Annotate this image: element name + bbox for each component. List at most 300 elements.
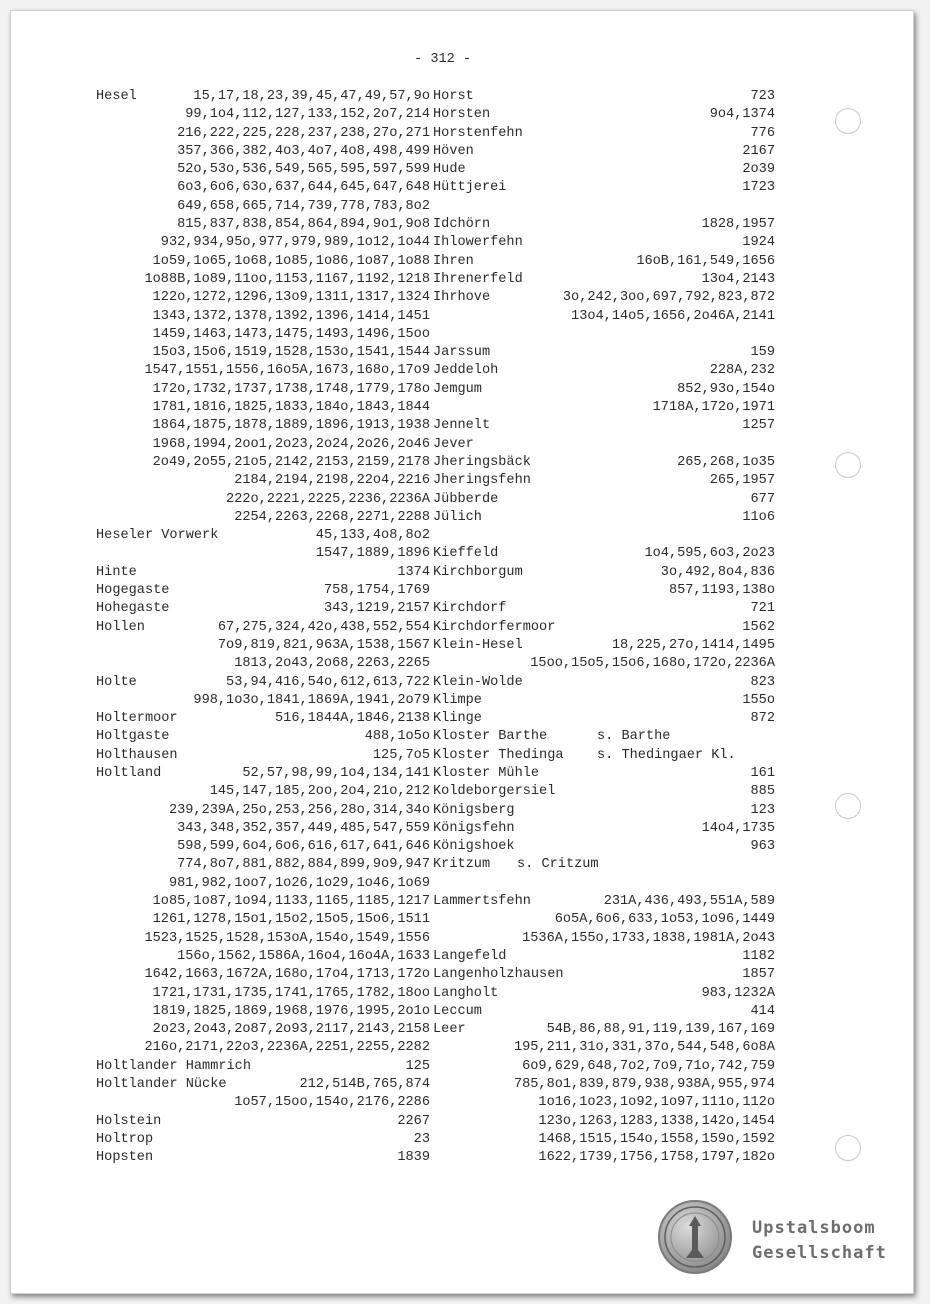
index-entry — [433, 106, 775, 124]
place-name: Hohegaste — [96, 601, 170, 617]
entry-line — [96, 747, 430, 765]
index-entry — [433, 637, 775, 674]
place-name: Heseler Vorwerk — [96, 528, 219, 544]
watermark-line-1: Upstalsboom — [752, 1218, 876, 1238]
entry-line — [96, 728, 430, 746]
entry-line — [433, 783, 775, 801]
section-gap — [433, 198, 775, 216]
reference-numbers: 823 — [750, 674, 775, 690]
entry-line — [96, 143, 430, 161]
entry-line — [96, 783, 430, 801]
entry-line — [96, 179, 430, 197]
reference-numbers: 677 — [750, 491, 775, 507]
entry-line — [433, 674, 775, 692]
place-name: Kritzum — [433, 857, 491, 873]
reference-numbers: 11o6 — [742, 509, 775, 525]
entry-line — [433, 271, 775, 289]
reference-numbers: 1839 — [397, 1150, 430, 1166]
entry-line — [96, 362, 430, 380]
place-name: Jever — [433, 436, 474, 452]
index-entry — [433, 436, 775, 454]
entry-line — [96, 234, 430, 252]
index-entry — [96, 1113, 430, 1131]
entry-line — [433, 893, 775, 911]
place-name: Jennelt — [433, 418, 491, 434]
index-entry — [433, 253, 775, 271]
reference-numbers: 123 — [750, 802, 775, 818]
place-name: Jübberde — [433, 491, 499, 507]
index-entry — [433, 893, 775, 948]
reference-numbers: 1968,1994,2oo1,2o23,2o24,2o26,2o46 — [152, 436, 430, 452]
reference-numbers: 1723 — [742, 180, 775, 196]
entry-line — [96, 1113, 430, 1131]
entry-line — [96, 1131, 430, 1149]
place-name: Ihren — [433, 253, 474, 269]
entry-line — [433, 1039, 775, 1057]
reference-numbers: 1721,1731,1735,1741,1765,1782,18oo — [152, 985, 430, 1001]
entry-line — [433, 600, 775, 618]
entry-line — [433, 802, 775, 820]
entry-line — [433, 88, 775, 106]
reference-numbers: 23 — [413, 1131, 430, 1147]
reference-numbers: 159 — [750, 345, 775, 361]
entry-line — [433, 106, 775, 124]
index-entry — [433, 765, 775, 783]
entry-line — [433, 253, 775, 271]
reference-numbers: 1459,1463,1473,1475,1493,1496,15oo — [152, 326, 430, 342]
place-name: Leccum — [433, 1003, 482, 1019]
entry-line — [96, 1076, 430, 1094]
entry-line — [96, 545, 430, 563]
reference-numbers: 2o49,2o55,21o5,2142,2153,2159,2178 — [152, 454, 430, 470]
reference-numbers: 2267 — [397, 1113, 430, 1129]
entry-line — [96, 875, 430, 893]
place-name: Hogegaste — [96, 583, 170, 599]
page-number: - 312 - — [414, 52, 472, 67]
index-entry — [96, 747, 430, 765]
index-entry — [96, 1149, 430, 1167]
reference-numbers: 1343,1372,1378,1392,1396,1414,1451 — [152, 308, 430, 324]
entry-line — [433, 179, 775, 197]
entry-line — [96, 674, 430, 692]
index-entry — [96, 728, 430, 746]
section-gap — [433, 326, 775, 344]
entry-line — [433, 619, 775, 637]
entry-line — [96, 1039, 430, 1057]
entry-line — [96, 966, 430, 984]
reference-numbers: 2184,2194,2198,22o4,2216 — [234, 473, 430, 489]
reference-numbers: 54B,86,88,91,119,139,167,169 — [546, 1022, 775, 1038]
index-column-right — [433, 88, 775, 1168]
place-name: Hude — [433, 162, 466, 178]
entry-line — [96, 417, 430, 435]
reference-numbers: 414 — [750, 1003, 775, 1019]
reference-numbers: 67,275,324,42o,438,552,554 — [217, 619, 430, 635]
place-name: Lammertsfehn — [433, 894, 531, 910]
entry-line — [96, 308, 430, 326]
entry-line — [96, 125, 430, 143]
entry-line — [96, 655, 430, 673]
place-name: Holthausen — [96, 747, 178, 763]
reference-numbers: 172o,1732,1737,1738,1748,1779,178o — [152, 381, 430, 397]
reference-numbers: 758,1754,1769 — [323, 583, 430, 599]
place-name: Jemgum — [433, 381, 482, 397]
entry-line — [96, 564, 430, 582]
entry-line — [433, 948, 775, 966]
reference-numbers: 265,268,1o35 — [677, 454, 775, 470]
place-name: Hesel — [96, 89, 137, 104]
reference-numbers: 1o16,1o23,1o92,1o97,111o,112o — [538, 1095, 775, 1111]
index-entry — [433, 472, 775, 490]
reference-numbers: 1o57,15oo,154o,2176,2286 — [234, 1095, 430, 1111]
entry-line — [96, 216, 430, 234]
reference-numbers: 983,1232A — [701, 985, 775, 1001]
entry-line — [96, 381, 430, 399]
entry-line — [433, 582, 775, 600]
place-name: Holte — [96, 674, 137, 690]
entry-line — [433, 1094, 775, 1112]
index-entry — [433, 88, 775, 106]
entry-line — [433, 728, 775, 746]
place-name: Horsten — [433, 107, 491, 123]
place-name: Ihlowerfehn — [433, 235, 523, 251]
index-entry — [433, 802, 775, 820]
place-name: Kirchdorfermoor — [433, 619, 556, 635]
reference-numbers: 2o39 — [742, 162, 775, 178]
reference-numbers: 1261,1278,15o1,15o2,15o5,15o6,1511 — [152, 912, 430, 928]
reference-numbers: 2254,2263,2268,2271,2288 — [234, 509, 430, 525]
entry-line — [96, 491, 430, 509]
entry-line — [433, 930, 775, 948]
place-name: Höven — [433, 143, 474, 159]
punch-hole-4 — [835, 1135, 861, 1161]
reference-numbers: 774,8o7,881,882,884,899,9o9,947 — [177, 857, 430, 873]
entry-line — [433, 125, 775, 143]
reference-numbers: 53,94,416,54o,612,613,722 — [226, 674, 430, 690]
reference-numbers: 18,225,27o,1414,1495 — [611, 637, 775, 653]
place-name: Kieffeld — [433, 546, 499, 562]
index-entry — [433, 454, 775, 472]
entry-line — [96, 619, 430, 637]
reference-numbers: 1864,1875,1878,1889,1896,1913,1938 — [152, 418, 430, 434]
reference-numbers: 52,57,98,99,1o4,134,141 — [242, 765, 430, 781]
place-name: Kirchborgum — [433, 564, 523, 580]
index-entry — [433, 362, 775, 380]
reference-numbers: 776 — [750, 125, 775, 141]
entry-line — [96, 436, 430, 454]
reference-numbers: 981,982,1oo7,1o26,1o29,1o46,1o69 — [168, 875, 430, 891]
reference-numbers: 212,514B,765,874 — [299, 1077, 430, 1093]
place-name: Klinge — [433, 711, 482, 727]
index-entry — [96, 1131, 430, 1149]
reference-numbers: 516,1844A,1846,2138 — [275, 711, 430, 727]
index-entry — [433, 545, 775, 563]
reference-numbers: 123o,1263,1283,1338,142o,1454 — [538, 1113, 775, 1129]
index-entry — [433, 234, 775, 252]
entry-line — [433, 436, 775, 454]
place-name: Jheringsfehn — [433, 473, 531, 489]
entry-line — [96, 1003, 430, 1021]
reference-numbers: 1182 — [742, 948, 775, 964]
reference-numbers: 852,93o,154o — [677, 381, 775, 397]
index-entry — [96, 710, 430, 728]
reference-numbers: 488,1o5o — [364, 729, 430, 745]
entry-line — [433, 143, 775, 161]
reference-numbers: 228A,232 — [709, 363, 775, 379]
reference-numbers: 3o,492,8o4,836 — [660, 564, 775, 580]
entry-line — [96, 893, 430, 911]
entry-line — [433, 545, 775, 563]
entry-line — [433, 308, 775, 326]
reference-numbers: 155o — [742, 692, 775, 708]
reference-numbers: 9o4,1374 — [709, 107, 775, 123]
entry-line — [96, 1058, 430, 1076]
place-name: Horst — [433, 89, 474, 104]
reference-numbers: 885 — [750, 784, 775, 800]
watermark-line-2: Gesellschaft — [752, 1243, 887, 1263]
place-name: Holtlander Hammrich — [96, 1058, 251, 1074]
index-entry — [96, 1076, 430, 1113]
entry-line — [433, 289, 775, 307]
index-entry — [433, 564, 775, 601]
section-gap — [433, 527, 775, 545]
index-entry — [433, 747, 775, 765]
index-entry — [96, 674, 430, 711]
place-name: Holtlander Nücke — [96, 1077, 227, 1093]
society-seal-icon — [658, 1200, 732, 1274]
reference-numbers: 1642,1663,1672A,168o,17o4,1713,172o — [144, 967, 430, 983]
reference-numbers: 1o85,1o87,1o94,1133,1165,1185,1217 — [152, 894, 430, 910]
place-name: Langenholzhausen — [433, 967, 564, 983]
reference-numbers: 598,599,6o4,6o6,616,617,641,646 — [177, 839, 430, 855]
place-name: Holtermoor — [96, 711, 178, 727]
reference-numbers: 265,1957 — [709, 473, 775, 489]
entry-line — [96, 399, 430, 417]
entry-line — [433, 1113, 775, 1131]
reference-numbers: 1523,1525,1528,153oA,154o,1549,1556 — [144, 930, 430, 946]
entry-line — [433, 1058, 775, 1076]
index-entry — [433, 143, 775, 161]
reference-numbers: 721 — [750, 601, 775, 617]
entry-line — [433, 234, 775, 252]
reference-numbers: 195,211,31o,331,37o,544,548,6o8A — [513, 1040, 775, 1056]
index-entry — [433, 710, 775, 728]
reference-numbers: 122o,1272,1296,13o9,1311,1317,1324 — [152, 290, 430, 306]
index-entry — [433, 216, 775, 234]
index-entry — [433, 1021, 775, 1167]
entry-line — [433, 1021, 775, 1039]
entry-line — [433, 1003, 775, 1021]
entry-line — [433, 856, 775, 874]
reference-numbers: s. Thedingaer Kl. — [597, 747, 736, 763]
entry-line — [96, 271, 430, 289]
reference-numbers: 125 — [405, 1058, 430, 1074]
index-entry — [433, 161, 775, 179]
place-name: Idchörn — [433, 217, 491, 233]
place-name: Langefeld — [433, 948, 507, 964]
reference-numbers: 1718A,172o,1971 — [652, 400, 775, 416]
entry-line — [433, 564, 775, 582]
place-name: Klein-Hesel — [433, 637, 523, 653]
index-entry — [433, 1003, 775, 1021]
reference-numbers: 239,239A,25o,253,256,28o,314,34o — [168, 802, 430, 818]
reference-numbers: 1781,1816,1825,1833,184o,1843,1844 — [152, 400, 430, 416]
reference-numbers: 998,1o3o,1841,1869A,1941,2o79 — [193, 692, 430, 708]
entry-line — [433, 216, 775, 234]
index-entry — [96, 619, 430, 674]
reference-numbers: 231A,436,493,551A,589 — [603, 894, 775, 910]
index-entry — [433, 491, 775, 509]
entry-line — [433, 911, 775, 929]
reference-numbers: 15oo,15o5,15o6,168o,172o,2236A — [530, 656, 775, 672]
entry-line — [433, 161, 775, 179]
entry-line — [433, 381, 775, 399]
entry-line — [96, 326, 430, 344]
reference-numbers: 6o5A,6o6,633,1o53,1o96,1449 — [554, 912, 775, 928]
place-name: Jeddeloh — [433, 363, 499, 379]
entry-line — [96, 856, 430, 874]
place-name: Klimpe — [433, 692, 482, 708]
index-entry — [433, 125, 775, 143]
entry-line — [433, 472, 775, 490]
entry-line — [96, 765, 430, 783]
entry-line — [96, 454, 430, 472]
entry-line — [433, 747, 775, 765]
reference-numbers: 785,8o1,839,879,938,938A,955,974 — [513, 1077, 775, 1093]
reference-numbers: 1o4,595,6o3,2o23 — [644, 546, 775, 562]
place-name: Ihrhove — [433, 290, 491, 306]
reference-numbers: 963 — [750, 839, 775, 855]
entry-line — [433, 966, 775, 984]
reference-numbers: 857,1193,138o — [668, 583, 775, 599]
reference-numbers: 343,1219,2157 — [323, 601, 430, 617]
entry-line — [96, 985, 430, 1003]
entry-line — [96, 692, 430, 710]
index-entry — [433, 856, 775, 874]
entry-line — [433, 417, 775, 435]
reference-numbers: 13o4,14o5,1656,2o46A,2141 — [571, 308, 775, 324]
entry-line — [433, 692, 775, 710]
entry-line — [433, 765, 775, 783]
entry-line — [96, 198, 430, 216]
reference-numbers: 1828,1957 — [701, 217, 775, 233]
reference-numbers: s. Barthe — [597, 729, 671, 745]
reference-numbers: 872 — [750, 711, 775, 727]
reference-numbers: 343,348,352,357,449,485,547,559 — [177, 820, 430, 836]
reference-numbers: 7o9,819,821,963A,1538,1567 — [217, 637, 430, 653]
index-entry — [433, 966, 775, 984]
entry-line — [433, 362, 775, 380]
index-entry — [96, 527, 430, 564]
place-name: Königshoek — [433, 839, 515, 855]
reference-numbers: 3o,242,3oo,697,792,823,872 — [562, 290, 775, 306]
reference-numbers: 1813,2o43,2o68,2263,2265 — [234, 656, 430, 672]
entry-line — [96, 289, 430, 307]
reference-numbers: 222o,2221,2225,2236,2236A — [226, 491, 430, 507]
reference-numbers: 99,1o4,112,127,133,152,2o7,214 — [185, 107, 430, 123]
reference-numbers: 145,147,185,2oo,2o4,21o,212 — [209, 784, 430, 800]
place-name: Jarssum — [433, 345, 491, 361]
entry-line — [433, 820, 775, 838]
entry-line — [433, 637, 775, 655]
entry-line — [96, 600, 430, 618]
section-gap — [433, 875, 775, 893]
reference-numbers: 216,222,225,228,237,238,27o,271 — [177, 125, 430, 141]
reference-numbers: 815,837,838,854,864,894,9o1,9o8 — [177, 217, 430, 233]
index-entry — [433, 179, 775, 197]
reference-numbers: 1374 — [397, 564, 430, 580]
entry-line — [96, 1021, 430, 1039]
reference-numbers: 15,17,18,23,39,45,47,49,57,9o — [193, 89, 430, 104]
entry-line — [96, 637, 430, 655]
place-name: Kloster Thedinga — [433, 747, 564, 763]
index-entry — [433, 509, 775, 527]
reference-numbers: 216o,2171,22o3,2236A,2251,2255,2282 — [144, 1040, 430, 1056]
index-entry — [433, 271, 775, 289]
index-column-left — [96, 88, 430, 1168]
entry-line — [433, 710, 775, 728]
place-name: Horstenfehn — [433, 125, 523, 141]
reference-numbers: 1536A,155o,1733,1838,1981A,2o43 — [522, 930, 775, 946]
place-name: Holtland — [96, 765, 162, 781]
place-name: Langholt — [433, 985, 499, 1001]
index-entry — [433, 728, 775, 746]
entry-line — [433, 399, 775, 417]
place-name: Kirchdorf — [433, 601, 507, 617]
index-entry — [96, 765, 430, 1058]
entry-line — [96, 509, 430, 527]
entry-line — [96, 930, 430, 948]
entry-line — [433, 1131, 775, 1149]
reference-numbers: 2o23,2o43,2o87,2o93,2117,2143,2158 — [152, 1022, 430, 1038]
entry-line — [96, 88, 430, 106]
index-entry — [96, 1058, 430, 1076]
reference-numbers: 1924 — [742, 235, 775, 251]
punch-hole-3 — [835, 793, 861, 819]
entry-line — [96, 820, 430, 838]
reference-numbers: 1562 — [742, 619, 775, 635]
entry-line — [96, 582, 430, 600]
reference-numbers: 357,366,382,4o3,4o7,4o8,498,499 — [177, 143, 430, 159]
index-entry — [96, 88, 430, 527]
reference-numbers: 16oB,161,549,1656 — [636, 253, 775, 269]
reference-numbers: 15o3,15o6,1519,1528,153o,1541,1544 — [152, 345, 430, 361]
entry-line — [433, 1149, 775, 1167]
entry-line — [433, 1076, 775, 1094]
index-entry — [433, 619, 775, 637]
reference-numbers: 649,658,665,714,739,778,783,8o2 — [177, 198, 430, 214]
entry-line — [96, 106, 430, 124]
reference-numbers: s. Critzum — [517, 857, 599, 873]
entry-line — [96, 1094, 430, 1112]
index-entry — [433, 948, 775, 966]
place-name: Königsfehn — [433, 820, 515, 836]
place-name: Kloster Mühle — [433, 765, 540, 781]
entry-line — [96, 802, 430, 820]
place-name: Leer — [433, 1022, 466, 1038]
entry-line — [96, 161, 430, 179]
entry-line — [433, 985, 775, 1003]
index-entry — [433, 417, 775, 435]
place-name: Kloster Barthe — [433, 729, 548, 745]
place-name: Jülich — [433, 509, 482, 525]
entry-line — [96, 344, 430, 362]
reference-numbers: 1468,1515,154o,1558,159o,1592 — [538, 1131, 775, 1147]
reference-numbers: 723 — [750, 89, 775, 104]
reference-numbers: 1547,1551,1556,16o5A,1673,168o,17o9 — [144, 363, 430, 379]
entry-line — [433, 838, 775, 856]
reference-numbers: 2167 — [742, 143, 775, 159]
